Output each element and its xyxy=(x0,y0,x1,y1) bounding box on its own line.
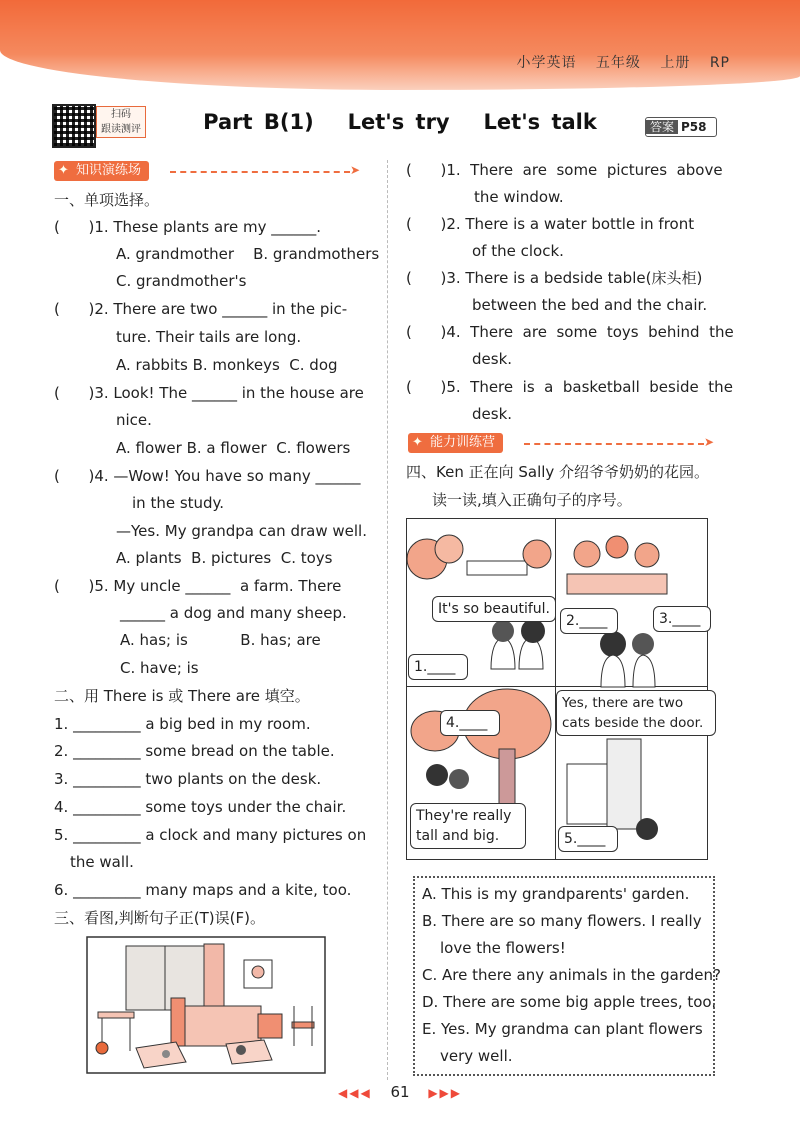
part4-heading-1: 四、Ken 正在向 Sally 介绍爷爷奶奶的花园。 xyxy=(406,463,710,481)
q4-line-cont: in the study. xyxy=(132,494,225,512)
part1-heading: 一、单项选择。 xyxy=(54,191,160,209)
option-e-cont: very well. xyxy=(440,1047,513,1065)
tf-5: ( )5. There is a basketball beside the xyxy=(406,378,733,396)
header-info xyxy=(502,52,730,72)
fill-1: 1. _________ a big bed in my room. xyxy=(54,715,311,733)
arrow-icon: ➤ xyxy=(350,163,361,177)
tf-3: ( )3. There is a bedside table(床头柜) xyxy=(406,269,703,287)
bubble-beautiful: It's so beautiful. xyxy=(432,596,556,622)
section-tag-ability xyxy=(408,433,503,453)
dash-line xyxy=(524,443,704,445)
option-c: C. Are there any animals in the garden? xyxy=(422,966,721,984)
qr-label-line2: 跟读测评 xyxy=(101,124,141,135)
option-e: E. Yes. My grandma can plant flowers xyxy=(422,1020,703,1038)
header-edition: RP xyxy=(709,55,730,71)
q2-line-cont: ture. Their tails are long. xyxy=(116,328,302,346)
bubble-tall xyxy=(410,803,526,849)
q5-option-c: C. have; is xyxy=(120,659,199,677)
dash-line xyxy=(170,171,350,173)
bubble-tall-line2: tall and big. xyxy=(416,828,500,844)
bubble-tall-line1: They're really xyxy=(416,808,512,824)
option-b-cont: love the flowers! xyxy=(440,939,566,957)
q1-options-ab: A. grandmother B. grandmothers xyxy=(116,245,380,263)
header-grade: 五年级 xyxy=(595,55,641,71)
star-icon: ✦ xyxy=(412,435,423,450)
tf-4: ( )4. There are some toys behind the xyxy=(406,323,734,341)
option-b: B. There are so many flowers. I really xyxy=(422,912,702,930)
section-ability-label: 能力训练营 xyxy=(430,435,496,450)
q3-options: A. flower B. a flower C. flowers xyxy=(116,439,351,457)
q3-line-cont: nice. xyxy=(116,411,152,429)
page-number: 61 xyxy=(390,1083,410,1101)
q2-options: A. rabbits B. monkeys C. dog xyxy=(116,356,338,374)
tf-4-cont: desk. xyxy=(472,350,513,368)
fill-6: 6. _________ many maps and a kite, too. xyxy=(54,881,352,899)
part3-heading: 三、看图,判断句子正(T)误(F)。 xyxy=(54,909,265,927)
q5-line: ( )5. My uncle ______ a farm. There xyxy=(54,577,342,595)
bubble-1: 1.____ xyxy=(408,654,468,680)
fill-5-cont: the wall. xyxy=(70,853,134,871)
option-d: D. There are some big apple trees, too. xyxy=(422,993,717,1011)
header-subject: 小学英语 xyxy=(516,55,577,71)
q4-line-reply: —Yes. My grandpa can draw well. xyxy=(116,522,367,540)
bubble-3: 3.____ xyxy=(653,606,711,632)
tf-1: ( )1. There are some pictures above xyxy=(406,161,723,179)
q1-line: ( )1. These plants are my ______. xyxy=(54,218,322,236)
qr-label-line1: 扫码 xyxy=(111,109,131,120)
bubble-cats-line1: Yes, there are two xyxy=(562,695,684,711)
section-tag-knowledge xyxy=(54,161,149,181)
q4-options: A. plants B. pictures C. toys xyxy=(116,549,333,567)
answer-label: 答案 xyxy=(646,120,678,134)
answer-badge xyxy=(645,117,717,137)
tf-5-cont: desk. xyxy=(472,405,513,423)
column-divider xyxy=(387,160,388,1080)
tf-3-cont: between the bed and the chair. xyxy=(472,296,708,314)
q3-line: ( )3. Look! The ______ in the house are xyxy=(54,384,364,402)
q1-option-c: C. grandmother's xyxy=(116,272,247,290)
bubble-2: 2.____ xyxy=(560,608,618,634)
page-footer xyxy=(0,1083,800,1101)
answer-page: P58 xyxy=(681,120,707,134)
part4-heading-2: 读一读,填入正确句子的序号。 xyxy=(432,491,632,509)
header-volume: 上册 xyxy=(660,55,691,71)
page-title: Part B(1) Let's try Let's talk xyxy=(203,110,597,134)
tf-2-cont: of the clock. xyxy=(472,242,564,260)
section-knowledge-label: 知识演练场 xyxy=(76,163,142,178)
arrow-icon: ➤ xyxy=(704,435,715,449)
q5-line-cont: ______ a dog and many sheep. xyxy=(120,604,347,622)
bubble-4: 4.____ xyxy=(440,710,500,736)
fill-5: 5. _________ a clock and many pictures on xyxy=(54,826,367,844)
bubble-5: 5.____ xyxy=(558,826,618,852)
tf-1-cont: the window. xyxy=(474,188,564,206)
q2-line: ( )2. There are two ______ in the pic- xyxy=(54,300,348,318)
q4-line: ( )4. —Wow! You have so many ______ xyxy=(54,467,361,485)
next-arrows-icon: ▶▶▶ xyxy=(428,1086,463,1100)
tf-2: ( )2. There is a water bottle in front xyxy=(406,215,695,233)
fill-3: 3. _________ two plants on the desk. xyxy=(54,770,322,788)
option-a: A. This is my grandparents' garden. xyxy=(422,885,690,903)
star-icon: ✦ xyxy=(58,163,69,178)
prev-arrows-icon: ◀◀◀ xyxy=(337,1086,372,1100)
fill-4: 4. _________ some toys under the chair. xyxy=(54,798,347,816)
q5-options-ab: A. has; is B. has; are xyxy=(120,631,321,649)
fill-2: 2. _________ some bread on the table. xyxy=(54,742,335,760)
room-illustration xyxy=(86,936,326,1074)
header-band xyxy=(0,0,800,90)
bubble-cats xyxy=(556,690,716,736)
part2-heading: 二、用 There is 或 There are 填空。 xyxy=(54,687,310,705)
bubble-cats-line2: cats beside the door. xyxy=(562,715,704,731)
